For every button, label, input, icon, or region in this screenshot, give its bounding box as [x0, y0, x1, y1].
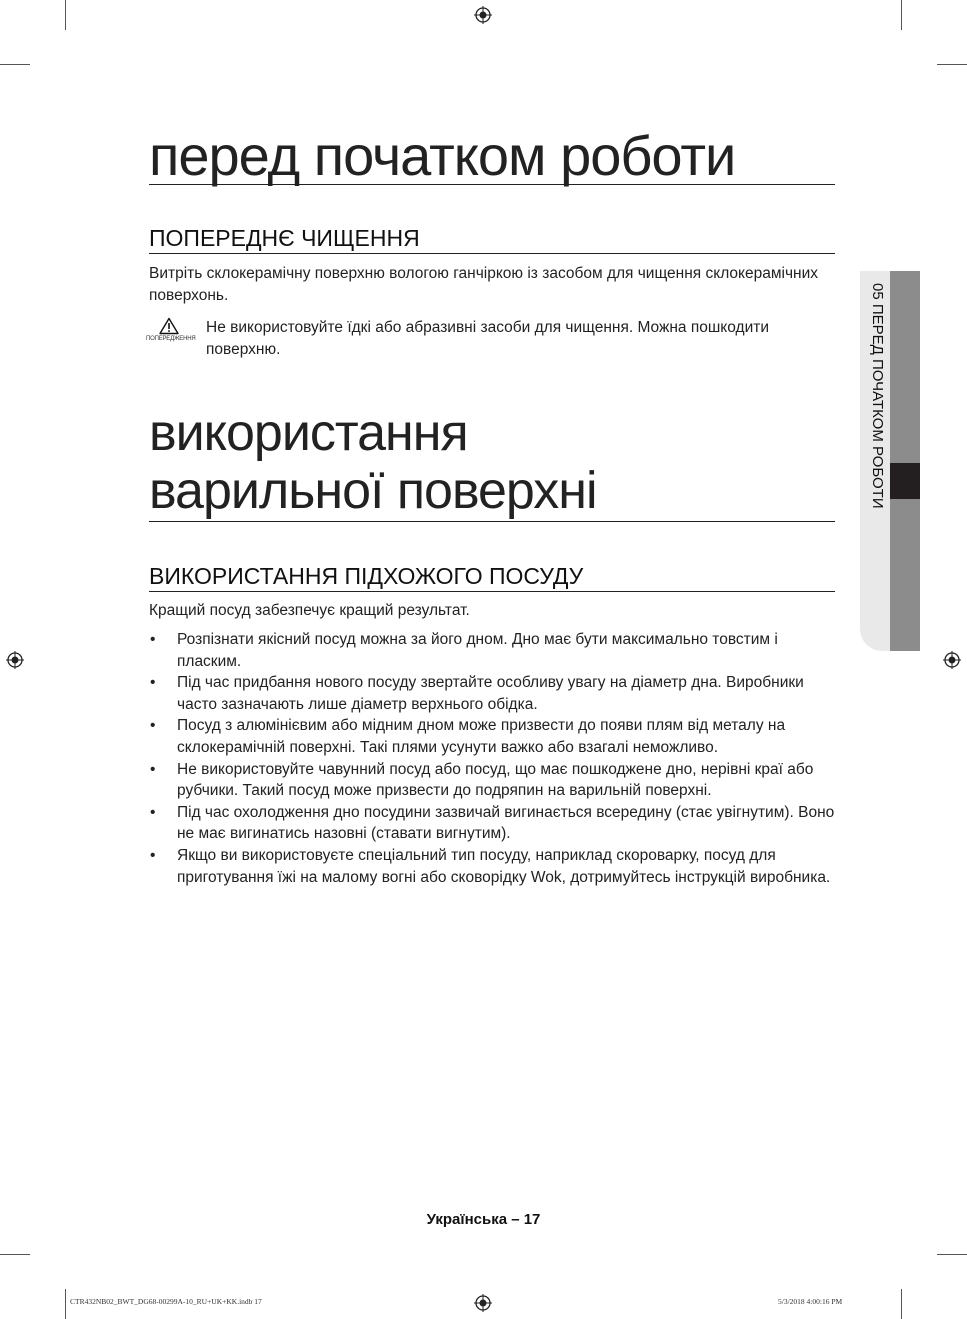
bullet-icon: •: [150, 631, 156, 648]
crop-mark: [937, 64, 967, 65]
crop-mark: [65, 0, 66, 30]
page-footer: Українська – 17: [426, 1211, 541, 1228]
bullet-list: [149, 629, 839, 888]
list-item-text: Не використовуйте чавунний посуд або посуд, що має пошкоджене дно, нерівні краї або рубчики. Такий посуд може призвести до подряпин на варильній поверхні.: [177, 760, 814, 800]
bullet-icon: •: [150, 760, 156, 778]
chapter-title-line: варильної поверхні: [149, 462, 597, 520]
list-item: [149, 672, 839, 715]
section-heading: ПОПЕРЕДНЄ ЧИЩЕННЯ: [149, 224, 835, 254]
list-item: [149, 629, 839, 672]
warning-icon-block: [146, 317, 196, 343]
crop-mark: [901, 0, 902, 30]
crop-mark: [901, 1289, 902, 1319]
registration-mark-icon: [474, 6, 492, 24]
list-item: [149, 759, 839, 802]
side-tab-marker: [890, 463, 920, 499]
list-item-text: Посуд з алюмінієвим або мідним дном може призвести до появи плям від металу на склокерамічній поверхні. Такі плями усунути важко або взагалі неможливо.: [177, 717, 786, 756]
crop-mark: [65, 1289, 66, 1319]
section-intro: Витріть склокерамічну поверхню вологою ганчіркою із засобом для чищення склокерамічних поверхонь.: [149, 265, 818, 304]
bullet-icon: •: [150, 846, 156, 864]
bullet-icon: •: [150, 674, 156, 692]
warning-label: ПОПЕРЕДЖЕННЯ: [146, 336, 196, 342]
list-item: [149, 802, 839, 845]
list-item-text: Під час охолодження дно посудини зазвичай вигинається всередину (стає увігнутим). Воно не має вигинатись назовні (ставати вигнутим).: [177, 803, 835, 843]
side-tab-bar: [890, 271, 920, 651]
print-slug: CTR432NB02_BWT_DG68-00299A-10_RU+UK+KK.indb 17: [70, 1297, 262, 1306]
bullet-icon: •: [150, 803, 156, 821]
warning-text: Не використовуйте їдкі або абразивні засоби для чищення. Можна пошкодити поверхню.: [206, 319, 769, 358]
side-tab-label: 05 ПЕРЕД ПОЧАТКОМ РОБОТИ: [869, 283, 886, 509]
section-heading: ВИКОРИСТАННЯ ПІДХОЖОГО ПОСУДУ: [149, 562, 835, 592]
print-timestamp: 5/3/2018 4:00:16 PM: [778, 1297, 843, 1306]
chapter-title: [149, 404, 835, 522]
chapter-title-line: використання: [149, 404, 468, 462]
bullet-icon: •: [150, 717, 156, 735]
list-item-text: Розпізнати якісний посуд можна за його дном. Дно має бути максимально товстим і пласким.: [177, 631, 778, 670]
crop-mark: [0, 1254, 30, 1255]
registration-mark-icon: [474, 1294, 492, 1312]
chapter-title: перед початком роботи: [149, 128, 835, 185]
crop-mark: [0, 64, 30, 65]
section-intro: Кращий посуд забезпечує кращий результат.: [149, 602, 470, 619]
list-item-text: Під час придбання нового посуду звертайте особливу увагу на діаметр дна. Виробники часто зазначають лише діаметр верхнього обідка.: [177, 674, 804, 713]
crop-mark: [937, 1254, 967, 1255]
registration-mark-icon: [6, 651, 24, 669]
list-item-text: Якщо ви використовуєте спеціальний тип посуду, наприклад скороварку, посуд для приготування їжі на малому вогні або сковорідку Wok, дотримуйтесь інструкцій виробника.: [177, 846, 831, 886]
warning-triangle-icon: [159, 317, 179, 335]
list-item: [149, 715, 839, 758]
registration-mark-icon: [943, 651, 961, 669]
list-item: [149, 845, 839, 888]
